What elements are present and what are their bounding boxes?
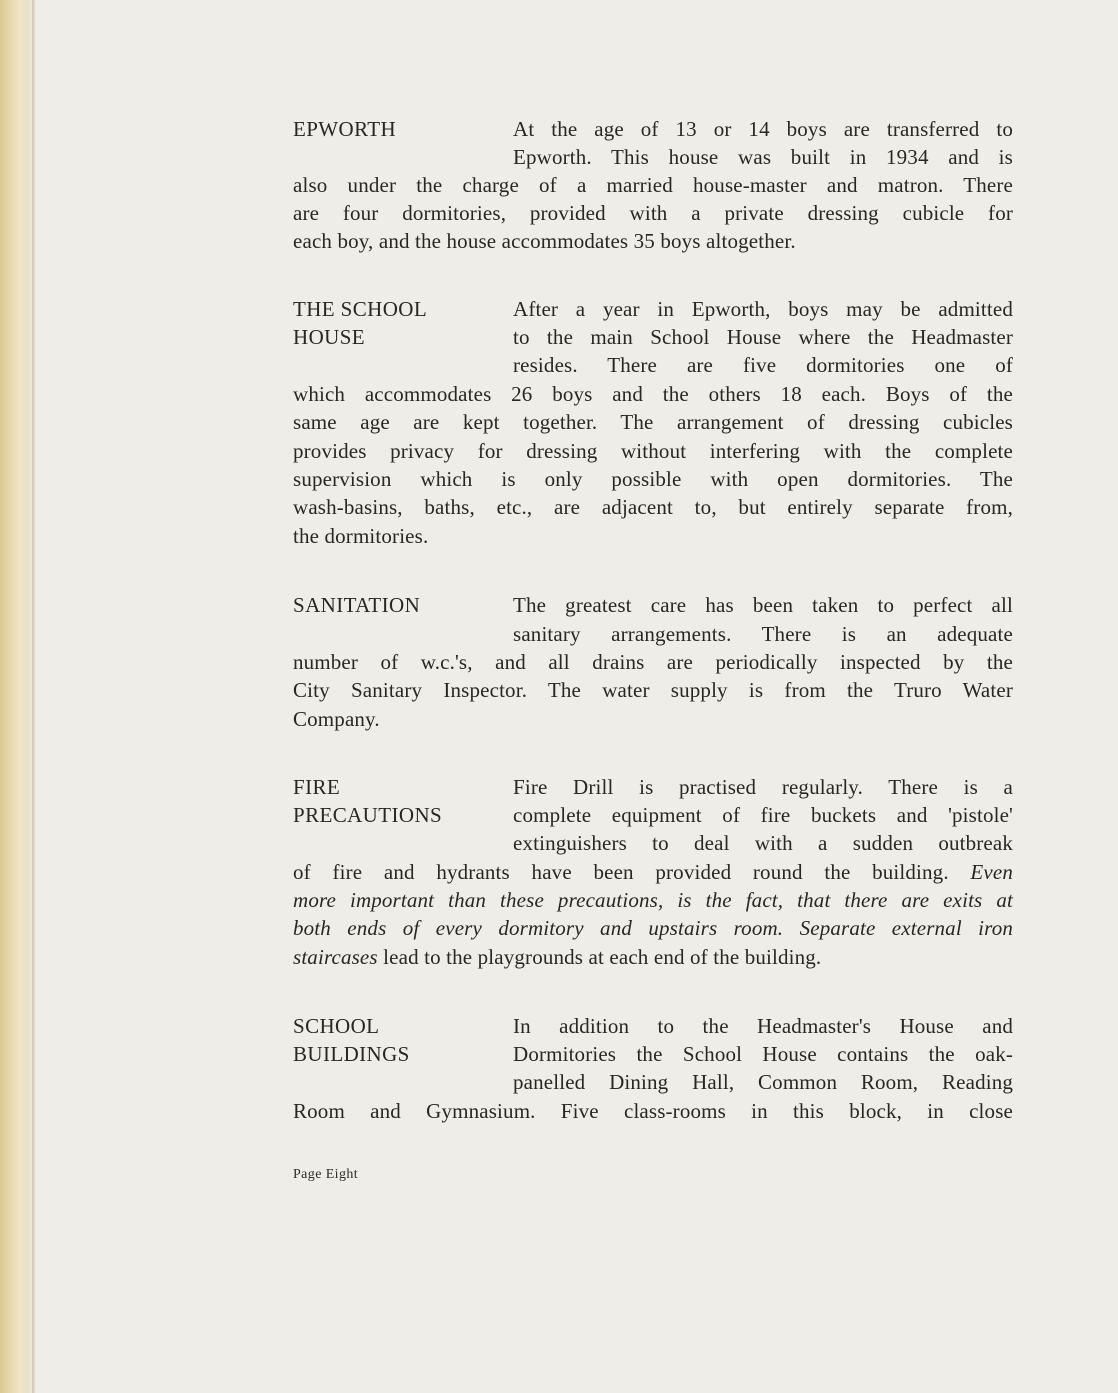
text-run: of fire and hydrants have been provided round the building. (293, 860, 949, 884)
section-heading: PRECAUTIONS (293, 803, 443, 827)
text-line: resides. There are five dormitories one of (513, 353, 1013, 377)
text-line: number of w.c.'s, and all drains are periodically inspected by the (293, 650, 1013, 674)
text-line: which accommodates 26 boys and the others 18 each. Boys of the (293, 382, 1013, 406)
text-line: In addition to the Headmaster's House and (513, 1014, 1013, 1038)
text-line: to the main School House where the Headmaster (513, 325, 1013, 349)
text-line: sanitary arrangements. There is an adequate (513, 622, 1013, 646)
text-line: Room and Gymnasium. Five class-rooms in this block, in close (293, 1099, 1013, 1123)
page-number: Page Eight (293, 1167, 359, 1182)
text-line: more important than these precautions, is the fact, that there are exits at (293, 888, 1013, 912)
text-line: also under the charge of a married house-master and matron. There (293, 173, 1013, 197)
text-line: supervision which is only possible with open dormitories. The (293, 467, 1013, 491)
text-line: complete equipment of fire buckets and 'pistole' (513, 803, 1013, 827)
italic-run: Even (970, 860, 1013, 884)
text-line: same age are kept together. The arrangement of dressing cubicles (293, 410, 1013, 434)
text-line (293, 943, 1013, 971)
section-heading: THE SCHOOL (293, 297, 428, 321)
italic-run: staircases (293, 945, 378, 969)
text-line: City Sanitary Inspector. The water supply is from the Truro Water (293, 678, 1013, 702)
italic-run: Separate external iron (799, 916, 1013, 940)
text-line: provides privacy for dressing without interfering with the complete (293, 439, 1013, 463)
text-line: At the age of 13 or 14 boys are transferred to (513, 117, 1013, 141)
section-heading: FIRE (293, 775, 341, 799)
italic-run: both ends of every dormitory and upstairs room. (293, 916, 784, 940)
text-line: wash-basins, baths, etc., are adjacent to, but entirely separate from, (293, 495, 1013, 519)
text-line: The greatest care has been taken to perfect all (513, 593, 1013, 617)
text-line: Company. (293, 707, 380, 731)
text-line: the dormitories. (293, 524, 429, 548)
text-line: Epworth. This house was built in 1934 and is (513, 145, 1013, 169)
text-line (293, 914, 1013, 942)
section-heading: SANITATION (293, 593, 421, 617)
section-heading: SCHOOL (293, 1014, 380, 1038)
text-line (293, 858, 1013, 886)
text-line: each boy, and the house accommodates 35 boys altogether. (293, 229, 796, 253)
text-line: are four dormitories, provided with a private dressing cubicle for (293, 201, 1013, 225)
text-line: Fire Drill is practised regularly. There is a (513, 775, 1013, 799)
text-line: Dormitories the School House contains the oak- (513, 1042, 1013, 1066)
text-line: After a year in Epworth, boys may be admitted (513, 297, 1013, 321)
section-heading: BUILDINGS (293, 1042, 410, 1066)
section-heading: EPWORTH (293, 117, 397, 141)
text-line: extinguishers to deal with a sudden outbreak (513, 831, 1013, 855)
section-heading: HOUSE (293, 325, 366, 349)
text-line: panelled Dining Hall, Common Room, Reading (513, 1070, 1013, 1094)
text-run: lead to the playgrounds at each end of the building. (383, 945, 822, 969)
